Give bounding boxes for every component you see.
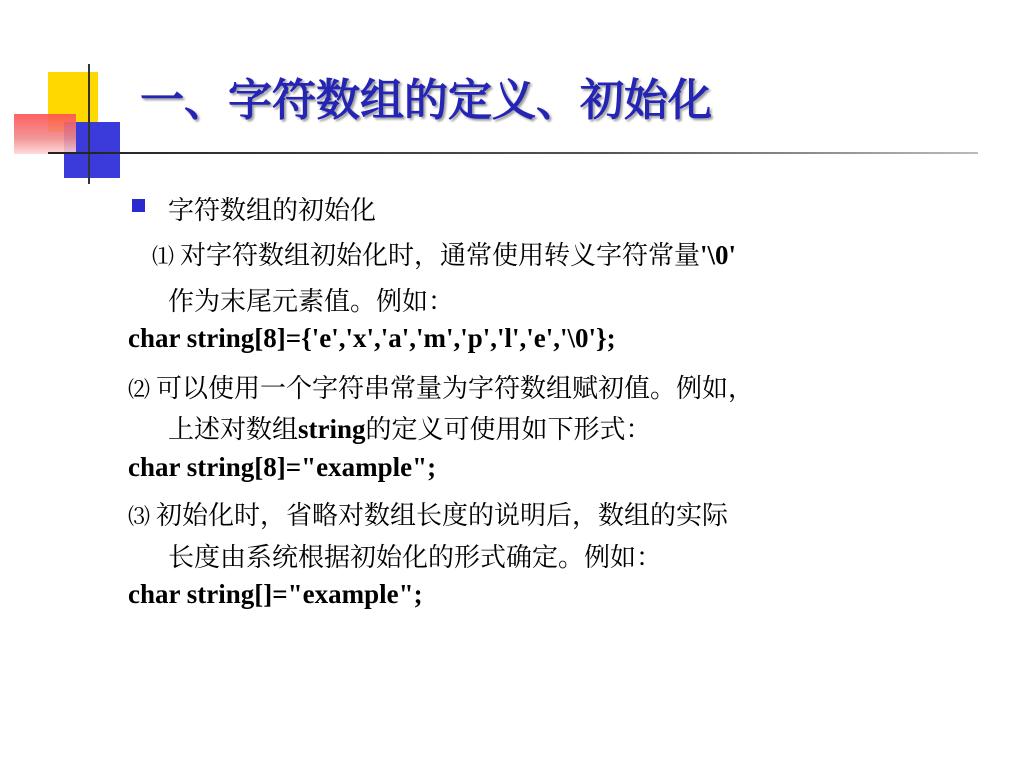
item-1-escape-code: '\0' xyxy=(700,240,737,270)
bullet-text: 字符数组的初始化 xyxy=(168,196,377,226)
slide-title: 一、字符数组的定义、初始化 xyxy=(140,75,712,126)
item-2-code-word: string xyxy=(298,414,366,444)
item-1-text-b: 作为末尾元素值。例如： xyxy=(168,287,455,317)
code-example-1: char string[8]={'e','x','a','m','p','l','e','\0'}; xyxy=(128,323,616,353)
bullet-item xyxy=(128,190,376,227)
item-3-number: ⑶ xyxy=(128,505,151,530)
code-example-3: char string[]="example"; xyxy=(128,579,423,609)
code-example-2: char string[8]="example"; xyxy=(128,452,437,482)
decor-vertical-line xyxy=(88,64,90,184)
item-2-text-a: 可以使用一个字符串常量为字符数组赋初值。例如， xyxy=(156,374,755,404)
square-bullet-icon xyxy=(132,199,145,212)
item-3-text-a: 初始化时，省略对数组长度的说明后，数组的实际 xyxy=(156,501,729,531)
title-underline xyxy=(48,152,978,154)
item-1-number: ⑴ xyxy=(152,245,175,270)
item-2-line-2 xyxy=(168,409,652,446)
item-1-line-1 xyxy=(152,235,736,272)
decor-red-square xyxy=(14,114,76,154)
item-3-text-b: 长度由系统根据初始化的形式确定。例如： xyxy=(168,543,663,573)
item-1-line-2 xyxy=(168,281,454,318)
item-3-line-2 xyxy=(168,537,662,574)
item-2-text-b2: 的定义可使用如下形式： xyxy=(365,415,652,445)
item-1-text-a: 对字符数组初始化时，通常使用转义字符常量 xyxy=(180,241,701,271)
item-3-line-1 xyxy=(128,495,728,532)
item-2-text-b1: 上述对数组 xyxy=(168,415,299,445)
item-2-number: ⑵ xyxy=(128,378,151,403)
item-2-line-1 xyxy=(128,368,754,405)
